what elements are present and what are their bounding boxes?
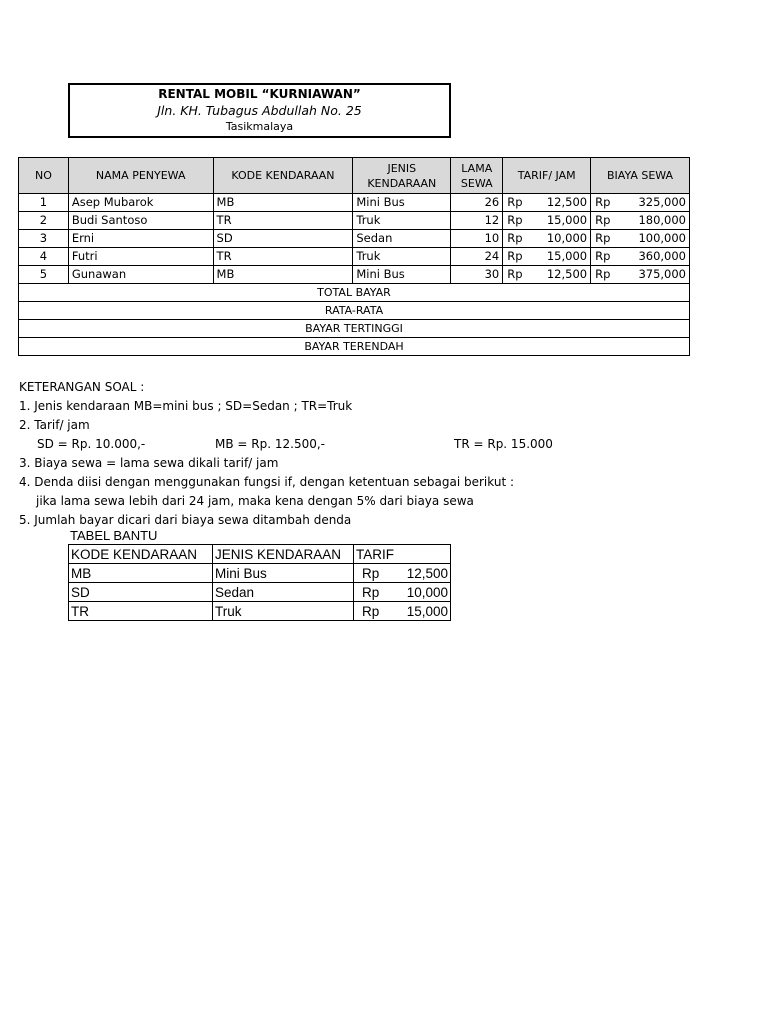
help-col-tarif: TARIF (354, 545, 451, 564)
currency-label: Rp (507, 249, 523, 263)
cell-jenis: Mini Bus (353, 266, 451, 284)
cell-lama: 26 (451, 194, 503, 212)
table-row (69, 564, 451, 583)
cell-lama: 24 (451, 248, 503, 266)
tarif-amount: 15,000 (406, 603, 448, 619)
help-cell-tarif (354, 583, 451, 602)
note-item-4: 4. Denda diisi dengan menggunakan fungsi if, dengan ketentuan sebagai berikut : (19, 475, 515, 489)
notes-section (19, 378, 553, 530)
currency-label: Rp (595, 267, 611, 281)
cell-biaya (591, 230, 690, 248)
cell-no: 5 (19, 266, 69, 284)
note-item-1: 1. Jenis kendaraan MB=mini bus ; SD=Sedan ; TR=Truk (19, 399, 353, 413)
cell-tarif (503, 248, 591, 266)
summary-label: BAYAR TERTINGGI (19, 320, 690, 338)
cell-lama: 30 (451, 266, 503, 284)
help-cell-jenis: Truk (213, 602, 354, 621)
cell-jenis: Mini Bus (353, 194, 451, 212)
cell-kode: TR (213, 248, 353, 266)
currency-label: Rp (595, 195, 611, 209)
currency-label: Rp (362, 565, 380, 581)
help-col-jenis: JENIS KENDARAAN (213, 545, 354, 564)
currency-label: Rp (595, 231, 611, 245)
summary-label: BAYAR TERENDAH (19, 338, 690, 356)
cell-biaya (591, 194, 690, 212)
help-cell-tarif (354, 602, 451, 621)
help-table-header (69, 545, 451, 564)
table-row (19, 230, 690, 248)
summary-row-total (19, 284, 690, 302)
help-col-kode: KODE KENDARAAN (69, 545, 213, 564)
currency-label: Rp (362, 603, 380, 619)
col-header-no: NO (19, 158, 69, 194)
biaya-amount: 180,000 (638, 213, 686, 227)
rental-table (18, 157, 690, 356)
cell-nama: Erni (68, 230, 213, 248)
cell-no: 2 (19, 212, 69, 230)
cell-tarif (503, 266, 591, 284)
table-row (69, 602, 451, 621)
currency-label: Rp (507, 213, 523, 227)
tarif-sd: SD = Rp. 10.000,- (37, 437, 146, 451)
tarif-amount: 10,000 (546, 231, 588, 245)
help-cell-tarif (354, 564, 451, 583)
tarif-amount: 15,000 (546, 249, 588, 263)
col-header-jenis: JENIS KENDARAAN (353, 158, 451, 194)
cell-tarif (503, 230, 591, 248)
tarif-list (19, 435, 553, 454)
cell-tarif (503, 212, 591, 230)
help-cell-jenis: Sedan (213, 583, 354, 602)
cell-lama: 10 (451, 230, 503, 248)
cell-biaya (591, 266, 690, 284)
currency-label: Rp (507, 267, 523, 281)
tarif-mb: MB = Rp. 12.500,- (215, 437, 325, 451)
cell-tarif (503, 194, 591, 212)
company-city: Tasikmalaya (225, 120, 294, 133)
help-cell-kode: SD (69, 583, 213, 602)
summary-row-max (19, 320, 690, 338)
biaya-amount: 375,000 (638, 267, 686, 281)
cell-jenis: Sedan (353, 230, 451, 248)
cell-nama: Futri (68, 248, 213, 266)
currency-label: Rp (362, 584, 380, 600)
help-cell-kode: MB (69, 564, 213, 583)
notes-title: KETERANGAN SOAL : (19, 380, 145, 394)
help-table (68, 544, 451, 621)
note-item-4-detail: jika lama sewa lebih dari 24 jam, maka kena dengan 5% dari biaya sewa (36, 494, 474, 508)
cell-biaya (591, 248, 690, 266)
table-row (19, 248, 690, 266)
col-header-nama: NAMA PENYEWA (68, 158, 213, 194)
cell-nama: Budi Santoso (68, 212, 213, 230)
cell-kode: MB (213, 266, 353, 284)
col-header-biaya: BIAYA SEWA (591, 158, 690, 194)
summary-row-min (19, 338, 690, 356)
table-row (19, 212, 690, 230)
currency-label: Rp (595, 249, 611, 263)
cell-nama: Gunawan (68, 266, 213, 284)
tarif-amount: 12,500 (546, 267, 588, 281)
biaya-amount: 360,000 (638, 249, 686, 263)
currency-label: Rp (507, 231, 523, 245)
note-item-2: 2. Tarif/ jam (19, 418, 90, 432)
table-row (19, 194, 690, 212)
rental-table-header (19, 158, 690, 194)
help-cell-jenis: Mini Bus (213, 564, 354, 583)
col-header-lama: LAMA SEWA (451, 158, 503, 194)
biaya-amount: 325,000 (638, 195, 686, 209)
cell-biaya (591, 212, 690, 230)
tarif-amount: 10,000 (406, 584, 448, 600)
tarif-amount: 12,500 (546, 195, 588, 209)
currency-label: Rp (595, 213, 611, 227)
cell-kode: MB (213, 194, 353, 212)
cell-kode: TR (213, 212, 353, 230)
summary-row-average (19, 302, 690, 320)
table-row (19, 266, 690, 284)
company-address: Jln. KH. Tubagus Abdullah No. 25 (157, 103, 362, 118)
note-item-5: 5. Jumlah bayar dicari dari biaya sewa ditambah denda (19, 513, 352, 527)
cell-no: 4 (19, 248, 69, 266)
cell-lama: 12 (451, 212, 503, 230)
col-header-kode: KODE KENDARAAN (213, 158, 353, 194)
tarif-tr: TR = Rp. 15.000 (454, 437, 553, 451)
company-title: RENTAL MOBIL “KURNIAWAN” (158, 87, 361, 101)
help-table-title: TABEL BANTU (70, 528, 158, 543)
cell-no: 1 (19, 194, 69, 212)
table-row (69, 583, 451, 602)
biaya-amount: 100,000 (638, 231, 686, 245)
tarif-amount: 12,500 (406, 565, 448, 581)
cell-no: 3 (19, 230, 69, 248)
note-item-3: 3. Biaya sewa = lama sewa dikali tarif/ jam (19, 456, 279, 470)
tarif-amount: 15,000 (546, 213, 588, 227)
cell-jenis: Truk (353, 248, 451, 266)
summary-label: RATA-RATA (19, 302, 690, 320)
document-header (68, 83, 451, 138)
currency-label: Rp (507, 195, 523, 209)
summary-label: TOTAL BAYAR (19, 284, 690, 302)
cell-nama: Asep Mubarok (68, 194, 213, 212)
col-header-tarif: TARIF/ JAM (503, 158, 591, 194)
help-cell-kode: TR (69, 602, 213, 621)
cell-kode: SD (213, 230, 353, 248)
cell-jenis: Truk (353, 212, 451, 230)
